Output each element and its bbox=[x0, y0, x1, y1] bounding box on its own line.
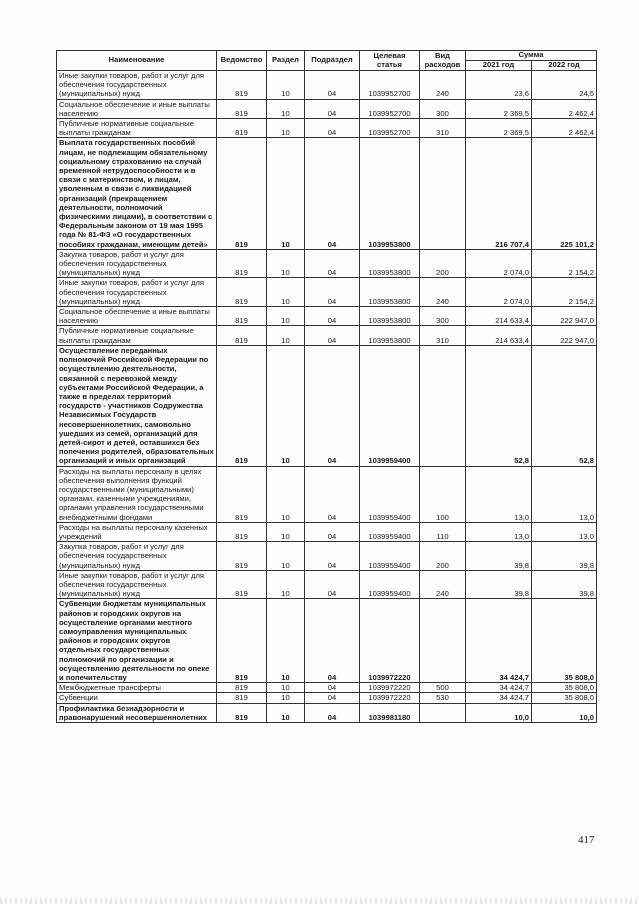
cell-kind: 530 bbox=[420, 693, 466, 703]
table-row bbox=[57, 522, 597, 541]
budget-table bbox=[56, 50, 597, 723]
cell-subsection: 04 bbox=[305, 522, 360, 541]
cell-kind: 310 bbox=[420, 119, 466, 138]
cell-name: Осуществление переданных полномочий Российской Федерации по осуществлению деятельности, связанной с перевозкой между субъектами Российской Федерации, а также в пределах территорий государств - участников Содружества Независимых Государств несовершеннолетних, самовольно ушедших из семей, организаций для детей-сирот и детей, оставшихся без попечения родителей, образовательных организаций и иных организаций bbox=[57, 345, 217, 466]
cell-name: Субвенции бюджетам муниципальных районов и городских округов на осуществление органами местного самоуправления муниципальных районов и городских округов отдельных государственных полномочий по организации и осуществлению деятельности по опеке и попечительству bbox=[57, 599, 217, 683]
cell-dept: 819 bbox=[217, 99, 267, 118]
cell-2021: 13,0 bbox=[466, 522, 532, 541]
table-row bbox=[57, 99, 597, 118]
cell-dept: 819 bbox=[217, 542, 267, 571]
cell-subsection: 04 bbox=[305, 570, 360, 599]
cell-2022: 2 462,4 bbox=[532, 119, 597, 138]
cell-target: 1039953800 bbox=[360, 138, 420, 249]
table-row bbox=[57, 278, 597, 307]
cell-kind: 500 bbox=[420, 683, 466, 693]
header-target: Целевая статья bbox=[360, 51, 420, 71]
cell-name: Публичные нормативные социальные выплаты гражданам bbox=[57, 326, 217, 345]
cell-kind bbox=[420, 345, 466, 466]
cell-target: 1039953800 bbox=[360, 278, 420, 307]
cell-target: 1039972220 bbox=[360, 693, 420, 703]
cell-section: 10 bbox=[267, 466, 305, 522]
scan-edge bbox=[0, 898, 639, 904]
cell-target: 1039952700 bbox=[360, 99, 420, 118]
cell-2022: 35 808,0 bbox=[532, 683, 597, 693]
cell-name: Социальное обеспечение и иные выплаты населению bbox=[57, 99, 217, 118]
cell-2021: 39,8 bbox=[466, 542, 532, 571]
cell-name: Публичные нормативные социальные выплаты гражданам bbox=[57, 119, 217, 138]
table-row bbox=[57, 693, 597, 703]
cell-dept: 819 bbox=[217, 599, 267, 683]
cell-2022: 225 101,2 bbox=[532, 138, 597, 249]
cell-kind: 300 bbox=[420, 99, 466, 118]
cell-target: 1039959400 bbox=[360, 570, 420, 599]
cell-subsection: 04 bbox=[305, 693, 360, 703]
header-kind: Вид расходов bbox=[420, 51, 466, 71]
cell-section: 10 bbox=[267, 326, 305, 345]
cell-kind: 240 bbox=[420, 278, 466, 307]
cell-dept: 819 bbox=[217, 570, 267, 599]
cell-section: 10 bbox=[267, 249, 305, 278]
cell-kind: 240 bbox=[420, 71, 466, 100]
cell-2021: 214 633,4 bbox=[466, 307, 532, 326]
cell-kind bbox=[420, 703, 466, 722]
cell-dept: 819 bbox=[217, 71, 267, 100]
cell-dept: 819 bbox=[217, 326, 267, 345]
cell-target: 1039952700 bbox=[360, 119, 420, 138]
cell-section: 10 bbox=[267, 570, 305, 599]
header-2022: 2022 год bbox=[532, 61, 597, 71]
cell-section: 10 bbox=[267, 345, 305, 466]
cell-2021: 2 369,5 bbox=[466, 119, 532, 138]
table-row bbox=[57, 542, 597, 571]
cell-name: Расходы на выплаты персоналу в целях обеспечения выполнения функций государственными (муниципальными) органами, казенными учреждениями, органами управления государственными внебюджетными фондами bbox=[57, 466, 217, 522]
cell-section: 10 bbox=[267, 99, 305, 118]
page-number: 417 bbox=[578, 834, 595, 846]
cell-name: Субвенции bbox=[57, 693, 217, 703]
table-row bbox=[57, 138, 597, 249]
cell-subsection: 04 bbox=[305, 99, 360, 118]
cell-section: 10 bbox=[267, 693, 305, 703]
cell-2022: 39,8 bbox=[532, 542, 597, 571]
cell-section: 10 bbox=[267, 119, 305, 138]
cell-name: Иные закупки товаров, работ и услуг для обеспечения государственных (муниципальных) нужд bbox=[57, 570, 217, 599]
cell-kind: 110 bbox=[420, 522, 466, 541]
cell-target: 1039953800 bbox=[360, 326, 420, 345]
cell-kind: 240 bbox=[420, 570, 466, 599]
cell-subsection: 04 bbox=[305, 542, 360, 571]
cell-kind bbox=[420, 599, 466, 683]
cell-2022: 35 808,0 bbox=[532, 693, 597, 703]
cell-section: 10 bbox=[267, 307, 305, 326]
cell-subsection: 04 bbox=[305, 71, 360, 100]
cell-2021: 34 424,7 bbox=[466, 599, 532, 683]
cell-name: Выплата государственных пособий лицам, не подлежащим обязательному социальному страхованию на случай временной нетрудоспособности и в связи с материнством, и лицам, уволенным в связи с ликвидацией организаций (прекращением деятельности, полномочий физическими лицами), в соответствии с Федеральным законом от 19 мая 1995 года № 81-ФЗ «О государственных пособиях гражданам, имеющим детей» bbox=[57, 138, 217, 249]
cell-2022: 2 462,4 bbox=[532, 99, 597, 118]
table-row bbox=[57, 326, 597, 345]
header-name: Наименование bbox=[57, 51, 217, 71]
cell-target: 1039972220 bbox=[360, 683, 420, 693]
cell-target: 1039959400 bbox=[360, 542, 420, 571]
cell-2022: 13,0 bbox=[532, 466, 597, 522]
cell-target: 1039953800 bbox=[360, 307, 420, 326]
cell-2022: 39,8 bbox=[532, 570, 597, 599]
cell-dept: 819 bbox=[217, 345, 267, 466]
cell-name: Социальное обеспечение и иные выплаты населению bbox=[57, 307, 217, 326]
cell-name: Закупка товаров, работ и услуг для обеспечения государственных (муниципальных) нужд bbox=[57, 542, 217, 571]
cell-2021: 2 074,0 bbox=[466, 278, 532, 307]
cell-2021: 13,0 bbox=[466, 466, 532, 522]
cell-dept: 819 bbox=[217, 466, 267, 522]
cell-target: 1039953800 bbox=[360, 249, 420, 278]
cell-section: 10 bbox=[267, 278, 305, 307]
cell-kind bbox=[420, 138, 466, 249]
cell-name: Межбюджетные трансферты bbox=[57, 683, 217, 693]
cell-2022: 52,8 bbox=[532, 345, 597, 466]
cell-2021: 2 074,0 bbox=[466, 249, 532, 278]
table-body bbox=[57, 71, 597, 723]
cell-section: 10 bbox=[267, 138, 305, 249]
cell-section: 10 bbox=[267, 683, 305, 693]
cell-dept: 819 bbox=[217, 522, 267, 541]
cell-name: Иные закупки товаров, работ и услуг для обеспечения государственных (муниципальных) нужд bbox=[57, 278, 217, 307]
cell-subsection: 04 bbox=[305, 599, 360, 683]
cell-target: 1039959400 bbox=[360, 345, 420, 466]
cell-target: 1039972220 bbox=[360, 599, 420, 683]
table-row bbox=[57, 570, 597, 599]
cell-subsection: 04 bbox=[305, 683, 360, 693]
cell-2021: 10,0 bbox=[466, 703, 532, 722]
cell-2022: 222 947,0 bbox=[532, 307, 597, 326]
table-row bbox=[57, 71, 597, 100]
cell-kind: 200 bbox=[420, 542, 466, 571]
cell-subsection: 04 bbox=[305, 307, 360, 326]
cell-2022: 2 154,2 bbox=[532, 249, 597, 278]
cell-2021: 2 369,5 bbox=[466, 99, 532, 118]
cell-section: 10 bbox=[267, 599, 305, 683]
table-row bbox=[57, 119, 597, 138]
cell-kind: 300 bbox=[420, 307, 466, 326]
cell-2021: 52,8 bbox=[466, 345, 532, 466]
cell-dept: 819 bbox=[217, 138, 267, 249]
cell-2021: 214 633,4 bbox=[466, 326, 532, 345]
cell-dept: 819 bbox=[217, 119, 267, 138]
cell-2021: 23,6 bbox=[466, 71, 532, 100]
cell-subsection: 04 bbox=[305, 326, 360, 345]
cell-kind: 310 bbox=[420, 326, 466, 345]
header-2021: 2021 год bbox=[466, 61, 532, 71]
header-dept: Ведомство bbox=[217, 51, 267, 71]
cell-2022: 10,0 bbox=[532, 703, 597, 722]
cell-subsection: 04 bbox=[305, 278, 360, 307]
cell-subsection: 04 bbox=[305, 138, 360, 249]
cell-dept: 819 bbox=[217, 683, 267, 693]
header-sum: Сумма bbox=[466, 51, 597, 61]
cell-name: Закупка товаров, работ и услуг для обеспечения государственных (муниципальных) нужд bbox=[57, 249, 217, 278]
cell-subsection: 04 bbox=[305, 703, 360, 722]
cell-subsection: 04 bbox=[305, 466, 360, 522]
header-section: Раздел bbox=[267, 51, 305, 71]
cell-name: Профилактика безнадзорности и правонарушений несовершеннолетних bbox=[57, 703, 217, 722]
cell-dept: 819 bbox=[217, 307, 267, 326]
cell-subsection: 04 bbox=[305, 249, 360, 278]
cell-2021: 39,8 bbox=[466, 570, 532, 599]
cell-2021: 216 707,4 bbox=[466, 138, 532, 249]
table-row bbox=[57, 683, 597, 693]
table-row bbox=[57, 249, 597, 278]
cell-target: 1039981180 bbox=[360, 703, 420, 722]
cell-name: Расходы на выплаты персоналу казенных учреждений bbox=[57, 522, 217, 541]
cell-2021: 34 424,7 bbox=[466, 683, 532, 693]
cell-2022: 2 154,2 bbox=[532, 278, 597, 307]
cell-2022: 24,5 bbox=[532, 71, 597, 100]
cell-dept: 819 bbox=[217, 249, 267, 278]
cell-dept: 819 bbox=[217, 693, 267, 703]
header-row-1 bbox=[57, 51, 597, 61]
cell-subsection: 04 bbox=[305, 119, 360, 138]
cell-2021: 34 424,7 bbox=[466, 693, 532, 703]
cell-kind: 100 bbox=[420, 466, 466, 522]
cell-2022: 13,0 bbox=[532, 522, 597, 541]
table-row bbox=[57, 703, 597, 722]
cell-subsection: 04 bbox=[305, 345, 360, 466]
table-row bbox=[57, 599, 597, 683]
cell-kind: 200 bbox=[420, 249, 466, 278]
cell-section: 10 bbox=[267, 703, 305, 722]
cell-dept: 819 bbox=[217, 278, 267, 307]
table-row bbox=[57, 345, 597, 466]
cell-target: 1039959400 bbox=[360, 466, 420, 522]
cell-dept: 819 bbox=[217, 703, 267, 722]
cell-section: 10 bbox=[267, 522, 305, 541]
table-row bbox=[57, 466, 597, 522]
cell-2022: 35 808,0 bbox=[532, 599, 597, 683]
cell-section: 10 bbox=[267, 542, 305, 571]
cell-2022: 222 947,0 bbox=[532, 326, 597, 345]
table-row bbox=[57, 307, 597, 326]
cell-target: 1039959400 bbox=[360, 522, 420, 541]
cell-name: Иные закупки товаров, работ и услуг для обеспечения государственных (муниципальных) нужд bbox=[57, 71, 217, 100]
header-subsection: Подраздел bbox=[305, 51, 360, 71]
cell-target: 1039952700 bbox=[360, 71, 420, 100]
cell-section: 10 bbox=[267, 71, 305, 100]
